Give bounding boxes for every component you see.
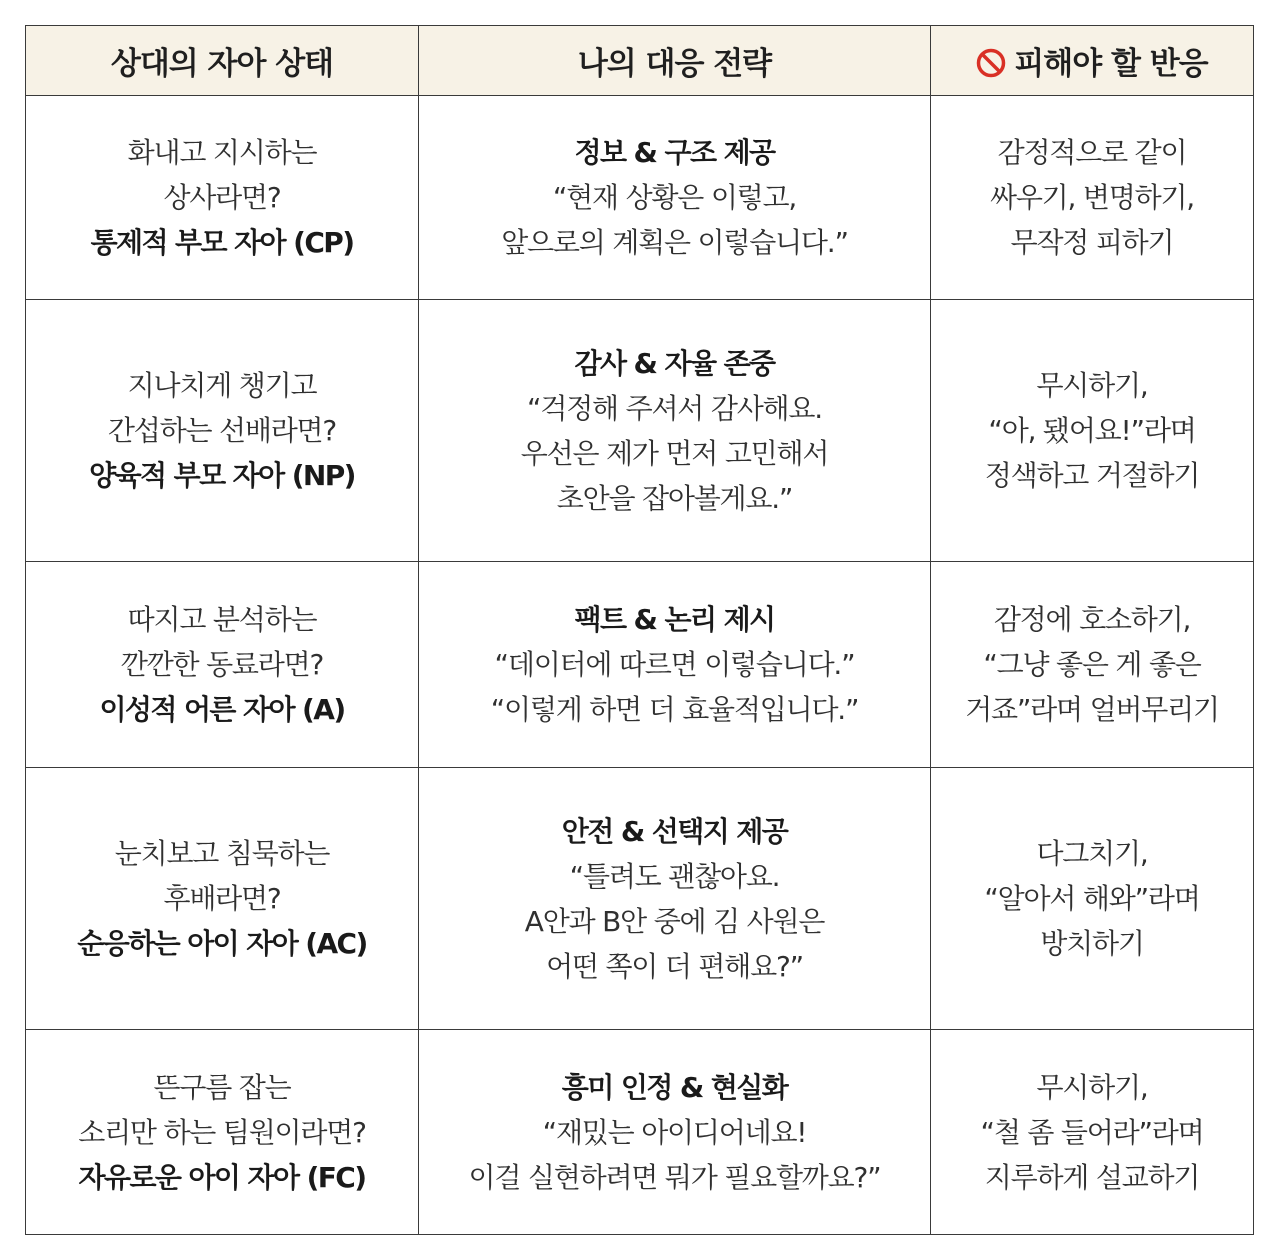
strategy-cell	[419, 96, 931, 300]
situation-line: 후배라면?	[163, 882, 281, 915]
strategy-quote-line: “걱정해 주셔서 감사해요.	[527, 391, 822, 425]
strategy-title: 팩트 & 논리 제시	[574, 603, 775, 636]
strategy-quote-line: A안과 B안 중에 김 사원은	[524, 904, 825, 938]
avoid-line: 다그치기,	[1036, 837, 1148, 870]
ego-state-cell	[26, 562, 419, 768]
situation-line: 화내고 지시하는	[127, 136, 317, 169]
avoid-cell	[931, 562, 1254, 768]
strategy-quote-line: 어떤 쪽이 더 편해요?”	[546, 949, 803, 983]
strategy-cell	[419, 562, 931, 768]
strategy-quote-line: 앞으로의 계획은 이렇습니다.”	[501, 226, 848, 259]
situation-line: 따지고 분석하는	[127, 603, 317, 636]
prohibited-icon	[976, 48, 1006, 78]
strategy-title: 안전 & 선택지 제공	[561, 814, 788, 848]
avoid-line: 싸우기, 변명하기,	[989, 181, 1195, 214]
avoid-line: 방치하기	[1040, 927, 1144, 960]
strategy-quote-line: “틀려도 괜찮아요.	[569, 859, 780, 893]
avoid-cell	[931, 1030, 1254, 1235]
ego-state-cell	[26, 96, 419, 300]
avoid-line: 정색하고 거절하기	[984, 459, 1200, 492]
avoid-line: “그냥 좋은 게 좋은	[983, 648, 1201, 681]
ego-state-label: 통제적 부모 자아 (CP)	[90, 226, 354, 259]
situation-line: 지나치게 챙기고	[127, 369, 317, 402]
header-avoid-label: 피해야 할 반응	[1014, 46, 1208, 82]
strategy-cell	[419, 1030, 931, 1235]
strategy-quote-line: 이걸 실현하려면 뭐가 필요할까요?”	[468, 1160, 881, 1194]
ego-state-cell	[26, 1030, 419, 1235]
avoid-line: “아, 됐어요!”라며	[988, 414, 1196, 447]
table-row	[26, 562, 1254, 768]
avoid-line: 무작정 피하기	[1010, 226, 1174, 259]
avoid-line: 무시하기,	[1036, 369, 1148, 402]
ego-state-label: 이성적 어른 자아 (A)	[99, 693, 345, 726]
situation-line: 간섭하는 선배라면?	[107, 414, 337, 447]
strategy-cell	[419, 768, 931, 1030]
avoid-cell	[931, 300, 1254, 562]
avoid-line: 무시하기,	[1036, 1070, 1148, 1104]
header-ego-state: 상대의 자아 상태	[26, 26, 419, 96]
strategy-cell	[419, 300, 931, 562]
strategy-quote-line: 초안을 잡아볼게요.”	[556, 481, 793, 515]
strategy-title: 흥미 인정 & 현실화	[561, 1070, 788, 1104]
strategy-quote-line: “현재 상황은 이렇고,	[552, 181, 797, 214]
strategy-quote-line: “데이터에 따르면 이렇습니다.”	[494, 648, 855, 681]
situation-line: 눈치보고 침묵하는	[114, 837, 330, 870]
strategy-quote-line: 우선은 제가 먼저 고민해서	[520, 436, 829, 470]
table-row	[26, 96, 1254, 300]
header-avoid	[931, 26, 1254, 96]
avoid-cell	[931, 768, 1254, 1030]
avoid-line: 지루하게 설교하기	[984, 1160, 1200, 1194]
ego-state-response-table	[25, 25, 1254, 1235]
table-row	[26, 768, 1254, 1030]
avoid-line: 거죠”라며 얼버무리기	[965, 693, 1219, 726]
header-strategy: 나의 대응 전략	[419, 26, 931, 96]
avoid-line: “철 좀 들어라”라며	[980, 1115, 1204, 1149]
header-row	[26, 26, 1254, 96]
ego-state-label: 순응하는 아이 자아 (AC)	[77, 927, 367, 960]
strategy-quote-line: “재밌는 아이디어네요!	[542, 1115, 807, 1149]
avoid-line: 감정적으로 같이	[997, 136, 1187, 169]
avoid-line: 감정에 호소하기,	[993, 603, 1191, 636]
ego-state-cell	[26, 300, 419, 562]
ego-state-label: 자유로운 아이 자아 (FC)	[78, 1160, 366, 1194]
strategy-quote-line: “이렇게 하면 더 효율적입니다.”	[490, 693, 859, 726]
ego-state-label: 양육적 부모 자아 (NP)	[89, 459, 355, 492]
situation-line: 뜬구름 잡는	[153, 1070, 291, 1104]
strategy-title: 감사 & 자율 존중	[574, 346, 775, 380]
table-row	[26, 300, 1254, 562]
situation-line: 소리만 하는 팀원이라면?	[78, 1115, 366, 1149]
ego-state-cell	[26, 768, 419, 1030]
situation-line: 깐깐한 동료라면?	[120, 648, 324, 681]
avoid-cell	[931, 96, 1254, 300]
avoid-line: “알아서 해와”라며	[984, 882, 1200, 915]
table-row	[26, 1030, 1254, 1235]
strategy-title: 정보 & 구조 제공	[574, 136, 775, 169]
situation-line: 상사라면?	[163, 181, 281, 214]
